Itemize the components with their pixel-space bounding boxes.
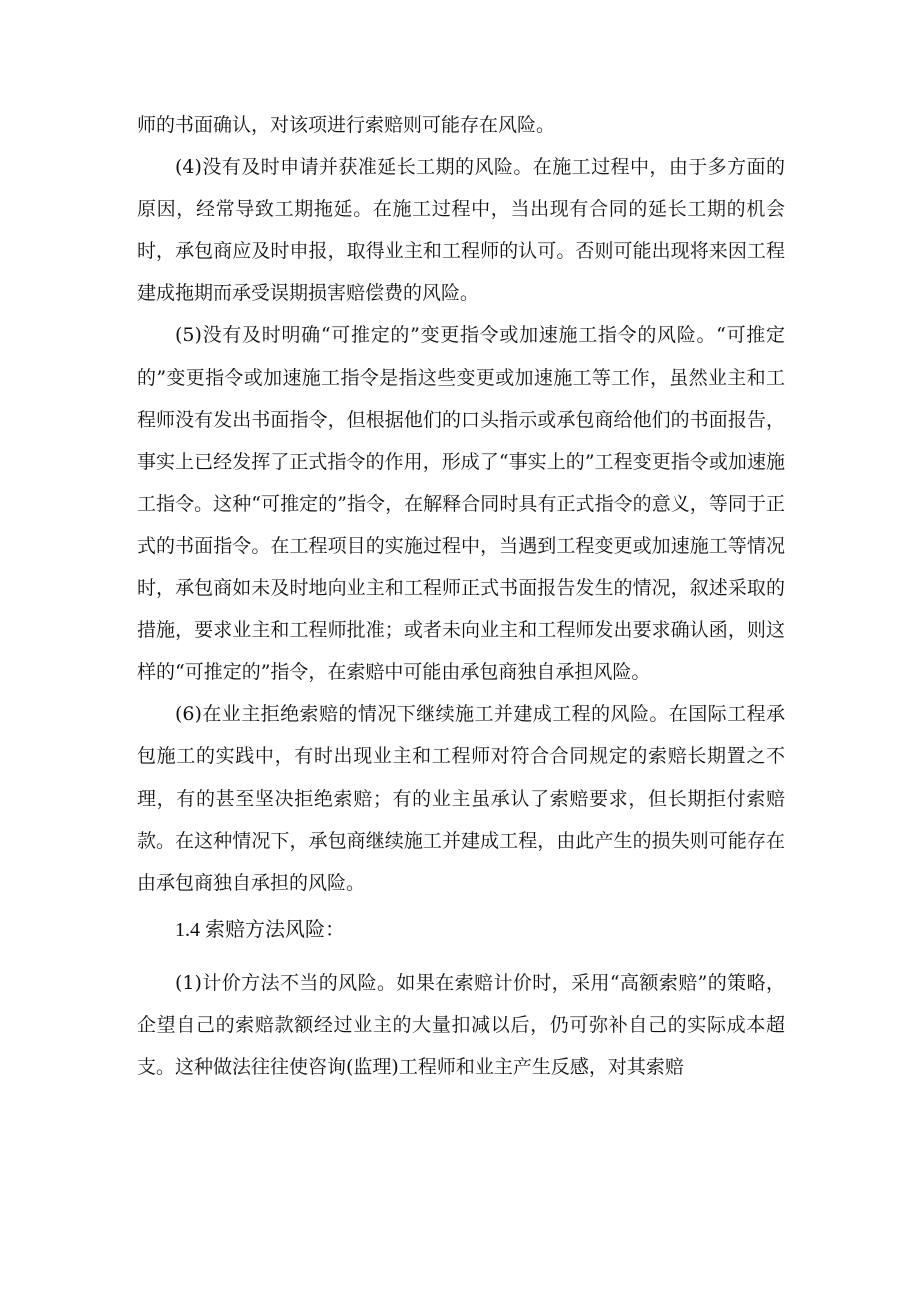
section-heading: 1.4 索赔方法风险： [175, 918, 345, 941]
paragraph-item-5: (5)没有及时明确“可推定的”变更指令或加速施工指令的风险。“可推定的”变更指令或加速施工指令是指这些变更或加速施工等工作，虽然业主和工程师没有发出书面指令，但根据他们的口头指示或承包商给他们的书面报告，事实上已经发挥了正式指令的作用，形成了“事实上的”工程变更指令或加速施工指令。这种“可推定的”指令，在解释合同时具有正式指令的意义，等同于正式的书面指令。在工程项目的实施过程中，当遇到工程变更或加速施工等情况时，承包商如未及时地向业主和工程师正式书面报告发生的情况，叙述采取的措施，要求业主和工程师批准；或者未向业主和工程师发出要求确认函，则这样的“可推定的”指令，在索赔中可能由承包商独自承担风险。 [137, 324, 785, 684]
paragraph-item-4: (4)没有及时申请并获准延长工期的风险。在施工过程中，由于多方面的原因，经常导致工期拖延。在施工过程中，当出现有合同的延长工期的机会时，承包商应及时申报，取得业主和工程师的认可。否则可能出现将来因工程建成拖期而承受误期损害赔偿费的风险。 [137, 156, 785, 305]
paragraph-method-1: (1)计价方法不当的风险。如果在索赔计价时，采用“高额索赔”的策略，企望自己的索赔款额经过业主的大量扣减以后，仍可弥补自己的实际成本超支。这种做法往往使咨询(监理)工程师和业主产生反感，对其索赔 [137, 971, 785, 1078]
document-body [137, 104, 785, 1088]
paragraph-continuation: 师的书面确认，对该项进行索赔则可能存在风险。 [137, 114, 556, 136]
paragraph-item-6: (6)在业主拒绝索赔的情况下继续施工并建成工程的风险。在国际工程承包施工的实践中，有时出现业主和工程师对符合合同规定的索赔长期置之不理，有的甚至坚决拒绝索赔；有的业主虽承认了索赔要求，但长期拒付索赔款。在这种情况下，承包商继续施工并建成工程，由此产生的损失则可能存在由承包商独自承担的风险。 [137, 703, 785, 894]
